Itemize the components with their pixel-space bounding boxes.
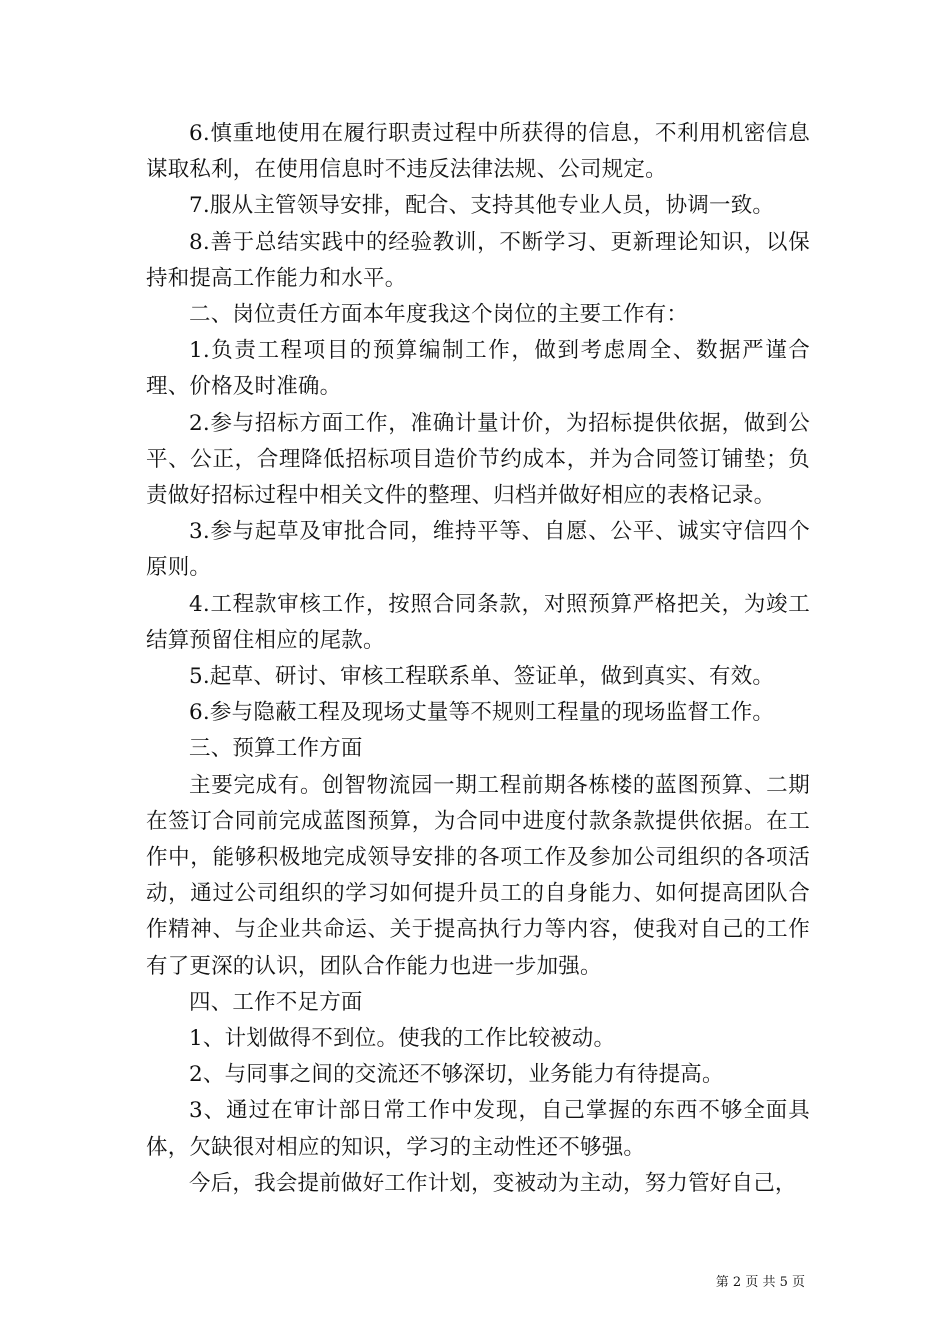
paragraph-duty-5-change-orders: 5.起草、研讨、审核工程联系单、签证单，做到真实、有效。 (189, 664, 775, 690)
section-heading-shortcomings: 四、工作不足方面 (189, 989, 363, 1015)
page-number-footer: 第 2 页 共 5 页 (715, 1275, 805, 1290)
paragraph-duty-6-site-supervision: 6.参与隐蔽工程及现场丈量等不规则工程量的现场监督工作。 (189, 700, 775, 726)
paragraph-item-7-obey-leadership: 7.服从主管领导安排，配合、支持其他专业人员，协调一致。 (189, 193, 775, 219)
paragraph-shortcoming-1: 1、计划做得不到位。使我的工作比较被动。 (189, 1026, 616, 1052)
section-heading-job-responsibility: 二、岗位责任方面本年度我这个岗位的主要工作有： (189, 302, 689, 328)
paragraph-duty-1-budget: 1.负责工程项目的预算编制工作，做到考虑周全、数据严谨合理、价格及时准确。 (146, 338, 810, 400)
section-heading-budget-work: 三、预算工作方面 (189, 736, 363, 762)
paragraph-shortcoming-2: 2、与同事之间的交流还不够深切，业务能力有待提高。 (189, 1062, 724, 1088)
paragraph-future-plan: 今后，我会提前做好工作计划，变被动为主动，努力管好自己， (189, 1170, 797, 1196)
document-body (146, 116, 810, 1202)
paragraph-item-8-learning: 8.善于总结实践中的经验教训，不断学习、更新理论知识，以保持和提高工作能力和水平。 (146, 229, 810, 291)
paragraph-duty-2-bidding: 2.参与招标方面工作，准确计量计价，为招标提供依据，做到公平、公正，合理降低招标项目造价节约成本，并为合同签订铺垫；负责做好招标过程中相关文件的整理、归档并做好相应的表格记录。 (146, 410, 810, 509)
paragraph-item-6-confidential-info: 6.慎重地使用在履行职责过程中所获得的信息，不利用机密信息谋取私利，在使用信息时不违反法律法规、公司规定。 (146, 121, 810, 183)
paragraph-shortcoming-3: 3、通过在审计部日常工作中发现，自己掌握的东西不够全面具体，欠缺很对相应的知识，学习的主动性还不够强。 (146, 1098, 810, 1160)
paragraph-budget-work-summary: 主要完成有。创智物流园一期工程前期各栋楼的蓝图预算、二期在签订合同前完成蓝图预算，为合同中进度付款条款提供依据。在工作中，能够积极地完成领导安排的各项工作及参加公司组织的各项活动，通过公司组织的学习如何提升员工的自身能力、如何提高团队合作精神、与企业共命运、关于提高执行力等内容，使我对自己的工作有了更深的认识，团队合作能力也进一步加强。 (146, 772, 810, 979)
paragraph-duty-4-payment-review: 4.工程款审核工作，按照合同条款，对照预算严格把关，为竣工结算预留住相应的尾款。 (146, 591, 810, 653)
paragraph-duty-3-contracts: 3.参与起草及审批合同，维持平等、自愿、公平、诚实守信四个原则。 (146, 519, 810, 581)
